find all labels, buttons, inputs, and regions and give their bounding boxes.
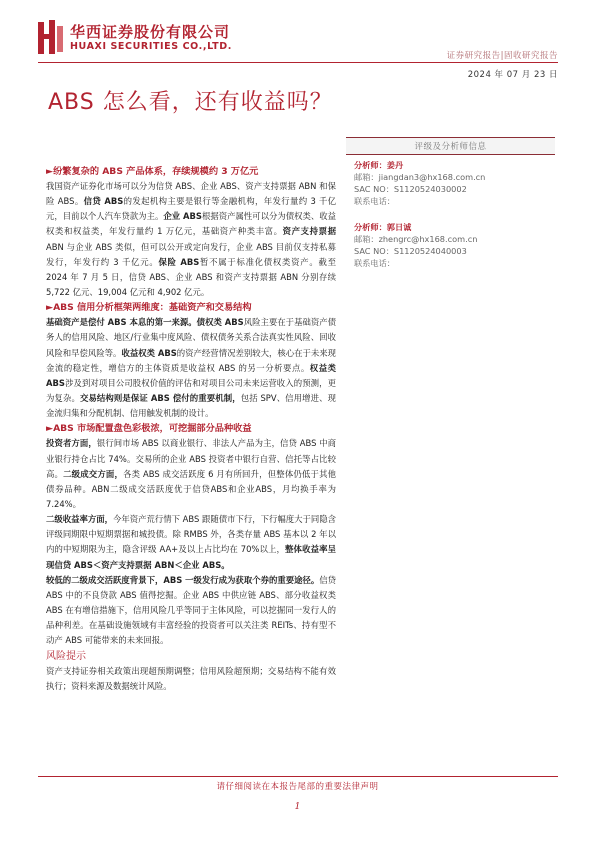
legal-notice: 请仔细阅读在本报告尾部的重要法律声明 [216,782,379,792]
report-title: ABS 怎么看，还有收益吗？ [48,90,333,115]
paragraph-5 [46,573,336,649]
company-name-en: HUAXI SECURITIES CO.,LTD. [70,41,232,52]
bold-text: 权益类 ABS [46,362,337,388]
header-divider [38,62,558,63]
bold-text: 整体收益率呈现信贷 ABS＜资产支持票据 ABN＜企业 ABS。 [46,544,336,570]
text: 的资产经营情况差别较大，核心在于未来现金流的稳定性，增信方的主体资质是收益权 ABS 的另一分析要点。 [46,347,337,373]
analyst-email[interactable]: 邮箱：zhengrc@hx168.com.cn [354,234,478,244]
analyst-card [354,159,555,207]
section-heading-1: ►纷繁复杂的 ABS 产品体系，存续规模约 3 万亿元 [46,166,259,177]
report-type: 证券研究报告|固收研究报告 [446,51,558,61]
text: 风险主要在于基础资产债务人的信用风险、地区/行业集中度风险、债权债务关系合法真实性风险、回收风险和早偿风险等。 [46,317,337,358]
bold-text: 债权类 ABS [196,317,244,328]
analyst-phone: 联系电话： [354,196,395,206]
text: 各类 ABS 成交活跃度 6 月有所回升，但整体仍低于其他债券品种。ABN二级成交活跃度优于信贷ABS和企业ABS，月均换手率为 7.24%。 [46,468,337,509]
text: 包括 SPV、信用增进、现金流归集和分配机制、信用触发机制的设计。 [46,393,336,419]
paragraph-3 [46,436,336,512]
company-name-cn: 华西证券股份有限公司 [70,23,231,41]
analyst-name: 分析师：郭日诚 [354,222,412,232]
bold-text: 保险 ABS [158,256,200,267]
section-heading-2: ►ABS 信用分析框架两维度：基础资产和交易结构 [46,302,252,314]
bold-text: 企业 ABS [163,211,202,222]
main-content [46,164,336,694]
analyst-email[interactable]: 邮箱：jiangdan3@hx168.com.cn [354,172,486,182]
analyst-sac: SAC NO：S1120524030002 [354,184,467,194]
text: 暂不属于标准化债权类资产。截至 2024 年 7 月 5 日，信贷 ABS、企业 ABS 和资产支持票据 ABN 分别存续 5,722 亿元、19,004 亿元和 4,902 亿元。 [46,256,337,298]
bold-text: 信贷 ABS [83,196,124,207]
risk-text: 资产支持证券相关政策出现超预期调整；信用风险超预期；交易结构不能有效执行；资料来源及数据统计风险。 [46,665,336,691]
bold-text: 二级收益率方面， [46,514,114,525]
sidebar-header: 评级及分析师信息 [346,137,555,155]
bold-text: 交易结构则是保证 ABS 偿付的重要机制， [79,393,241,404]
risk-heading: 风险提示 [46,650,86,662]
bold-text: 二级成交方面， [63,468,124,479]
text: 我国资产证券化市场可以分为信贷 ABS、企业 ABS、资产支持票据 ABN 和保险 ABS。 [46,181,336,207]
paragraph-2 [46,315,336,421]
bold-text: 资产支持票据 [282,226,337,237]
bold-text: 较低的二级成交活跃度背景下，ABS 一级发行成为获取个券的重要途径。 [46,574,320,585]
text: 涉及到对项目公司股权价值的评估和对项目公司未来运营收入的预测，更为复杂。 [46,377,336,404]
analyst-sac: SAC NO：S1120524040003 [354,246,467,256]
report-date: 2024 年 07 月 23 日 [467,70,558,80]
footer-divider [38,776,558,777]
text: ABN 与企业 ABS 类似，但可以公开或定向发行，企业 ABS 目前仅支持私募发行，年发行约 3 千亿元。 [46,241,336,267]
paragraph-1 [46,179,336,300]
huaxi-logo-icon [38,20,64,54]
bold-text: 投资者方面， [46,438,97,449]
section-heading-3: ►ABS 市场配置盘色彩极浓，可挖掘部分品种收益 [46,423,252,435]
analyst-sidebar [346,137,555,269]
text: 根据资产属性可以分为债权类、收益权类和权益类，年发行量约 1 万亿元，基础资产种类丰富。 [46,211,337,237]
analyst-card [354,221,555,269]
text: 的发起机构主要是银行等金融机构，年发行量约 3 千亿元，目前以个人汽车贷款为主。 [46,196,337,222]
bold-text: 基础资产是偿付 ABS 本息的第一来源。 [46,317,197,328]
paragraph-4 [46,512,336,573]
analyst-name: 分析师：姜丹 [354,160,404,170]
text: 今年资产荒行情下 ABS 跟随债市下行，下行幅度大于同隐含评级同期限中短期票据和城投债。除 RMBS 外，各类存量 ABS 基本以 2 年以内的中短期限为主，隐含评级 AA+及以上占比均在 70%以上， [46,514,337,555]
text: 银行间市场 ABS 以商业银行、非法人产品为主，信贷 ABS 中商业银行持仓占比 74%。交易所的企业 ABS 投资者中银行自营、信托等占比较高。 [46,438,337,479]
analyst-phone: 联系电话： [354,258,395,268]
text: 信贷 ABS 中的不良贷款 ABS 值得挖掘。企业 ABS 中供应链 ABS、部分收益权类 ABS 在有增信措施下，信用风险几乎等同于主体风险，可以挖掘同一发行人的品种利差。在基础设施领域有丰富经验的投资者可以关注类 REITs、持有型不动产 ABS 可能带来的未来回报。 [46,574,337,646]
bold-text: 收益权类 ABS [121,347,177,358]
page-number: 1 [294,802,301,812]
